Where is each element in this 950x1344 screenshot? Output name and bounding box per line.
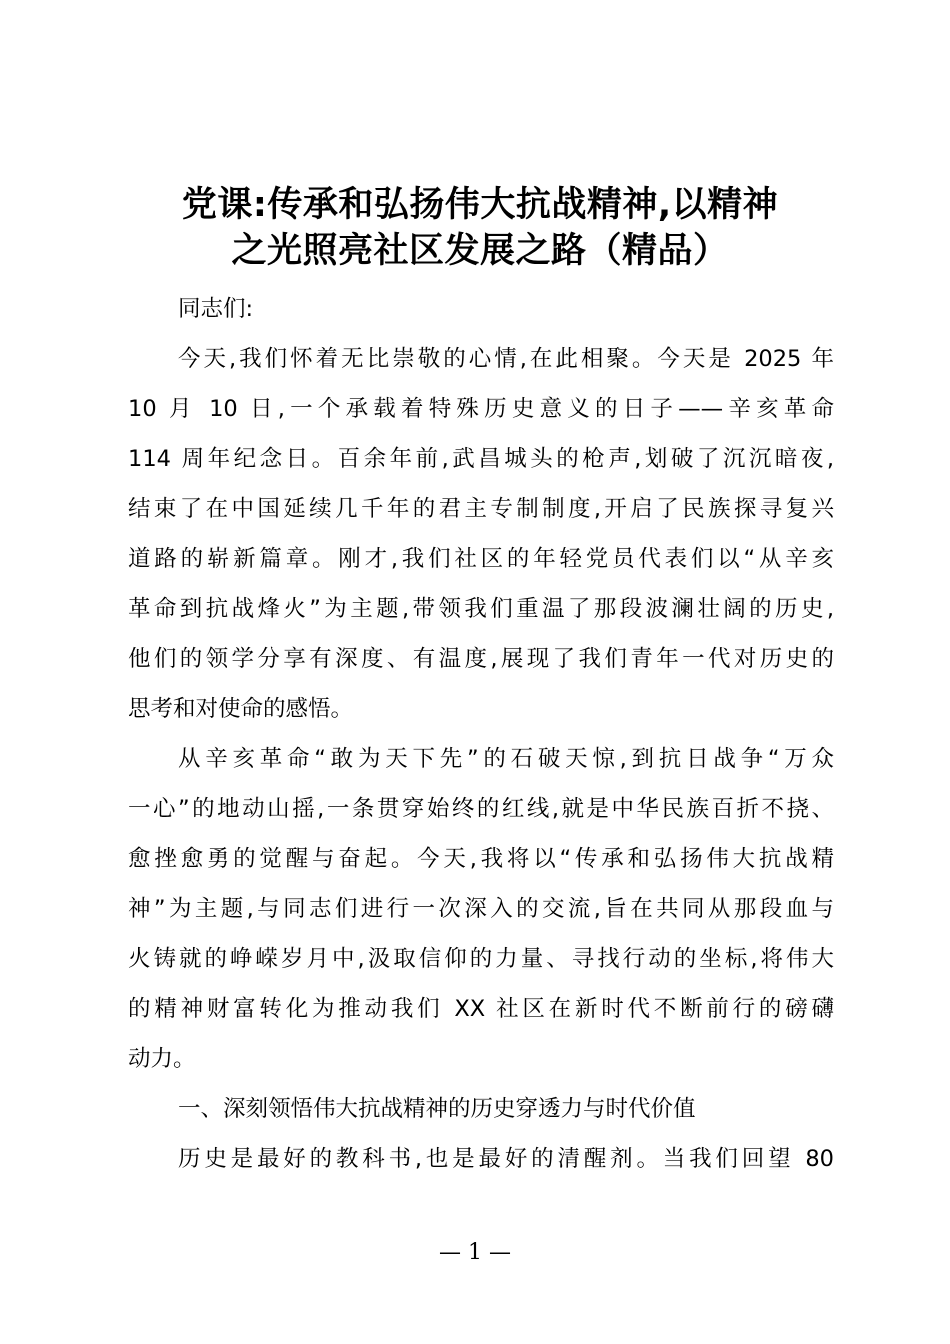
paragraph-1 xyxy=(128,334,834,734)
section-heading-1: 一、深刻领悟伟大抗战精神的历史穿透力与时代价值 xyxy=(178,1096,696,1122)
paragraph-line: 从辛亥革命“敢为天下先”的石破天惊,到抗日战争“万众 xyxy=(178,746,834,772)
paragraph-line: 今天,我们怀着无比崇敬的心情,在此相聚。今天是 2025 年 xyxy=(178,346,834,372)
paragraph-line: 一心”的地动山摇,一条贯穿始终的红线,就是中华民族百折不挠、 xyxy=(128,796,834,822)
salutation: 同志们: xyxy=(178,296,254,322)
paragraph-line: 114 周年纪念日。百余年前,武昌城头的枪声,划破了沉沉暗夜, xyxy=(128,446,834,472)
paragraph-line: 道路的崭新篇章。刚才,我们社区的年轻党员代表们以“从辛亥 xyxy=(128,546,834,572)
page-number: — 1 — xyxy=(439,1240,511,1265)
paragraph-line: 的精神财富转化为推动我们 XX 社区在新时代不断前行的磅礴 xyxy=(128,996,834,1022)
paragraph-line: 火铸就的峥嵘岁月中,汲取信仰的力量、寻找行动的坐标,将伟大 xyxy=(128,946,834,972)
title-line-2: 之光照亮社区发展之路（精品） xyxy=(231,231,729,271)
paragraph-line: 10 月 10 日,一个承载着特殊历史意义的日子——辛亥革命 xyxy=(128,396,834,422)
paragraph-line: 愈挫愈勇的觉醒与奋起。今天,我将以“传承和弘扬伟大抗战精 xyxy=(128,846,834,872)
paragraph-line: 结束了在中国延续几千年的君主专制制度,开启了民族探寻复兴 xyxy=(128,496,834,522)
title-line-1: 党课:传承和弘扬伟大抗战精神,以精神 xyxy=(181,185,779,225)
paragraph-line: 他们的领学分享有深度、有温度,展现了我们青年一代对历史的 xyxy=(128,646,834,672)
document-title xyxy=(120,182,840,274)
paragraph-line: 革命到抗战烽火”为主题,带领我们重温了那段波澜壮阔的历史, xyxy=(128,596,834,622)
paragraph-line: 动力。 xyxy=(128,1046,196,1072)
paragraph-line: 思考和对使命的感悟。 xyxy=(128,696,354,722)
paragraph-3-line: 历史是最好的教科书,也是最好的清醒剂。当我们回望 80 xyxy=(178,1146,834,1172)
paragraph-line: 神”为主题,与同志们进行一次深入的交流,旨在共同从那段血与 xyxy=(128,896,834,922)
document-body xyxy=(128,284,834,1184)
paragraph-2 xyxy=(128,734,834,1084)
